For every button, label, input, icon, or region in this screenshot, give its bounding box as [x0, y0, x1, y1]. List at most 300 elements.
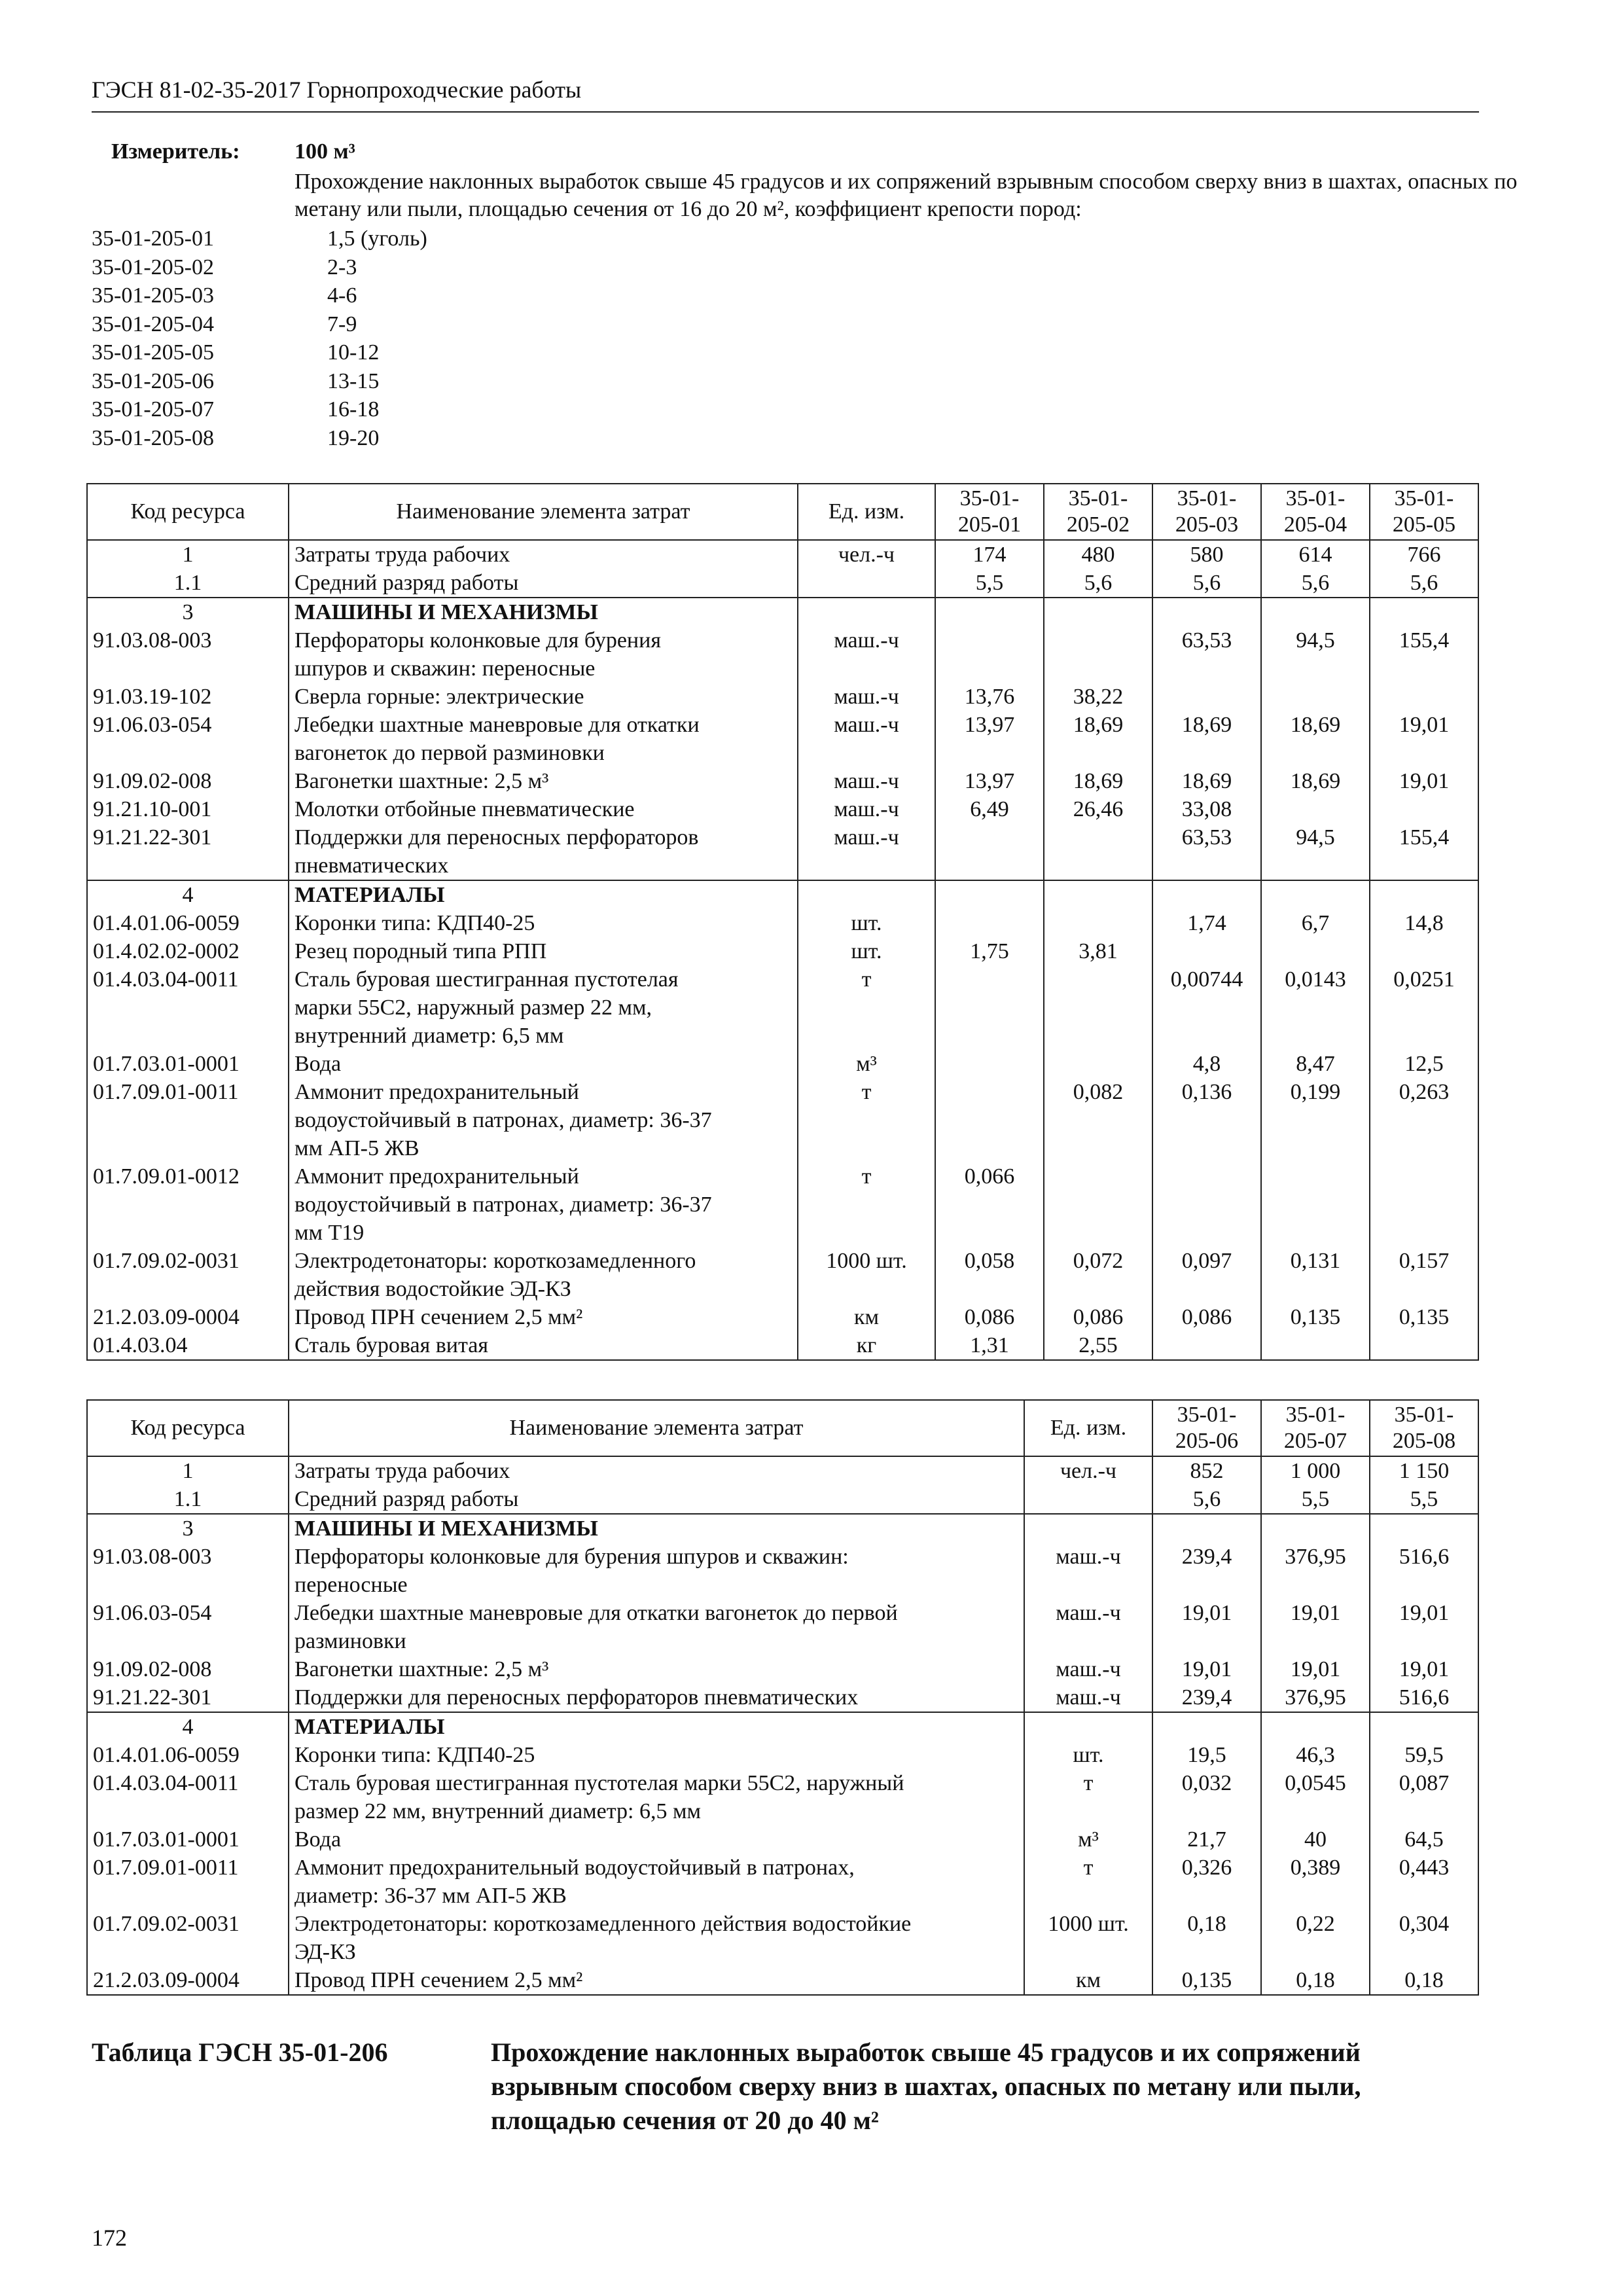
norm-value — [1261, 1514, 1370, 1543]
norm-value — [1261, 937, 1370, 965]
measure-description — [294, 168, 1525, 223]
norm-value — [1370, 1514, 1478, 1543]
measure-code-value: 4-6 — [327, 283, 357, 308]
table-row — [87, 1543, 1478, 1599]
resource-code: 91.03.08-003 — [87, 1543, 289, 1599]
norm-value: 0,0251 — [1370, 965, 1478, 1050]
cost-element-name: Перфораторы колонковые для бурения шпуров и скважин: переносные — [289, 1543, 1024, 1599]
norm-value: 19,01 — [1370, 1599, 1478, 1655]
table-row — [87, 1485, 1478, 1514]
measure-code-row — [92, 253, 427, 282]
unit-of-measure: км — [798, 1303, 935, 1331]
norm-value: 26,46 — [1044, 795, 1152, 823]
column-header: Код ресурса — [87, 1400, 289, 1456]
unit-of-measure: чел.-ч — [798, 540, 935, 569]
norm-value: 6,49 — [935, 795, 1044, 823]
cost-element-name: Аммонит предохранительный водоустойчивый в патронах, диаметр: 36-37 мм АП-5 ЖВ — [289, 1078, 798, 1162]
cost-element-name: Резец породный типа РПП — [289, 937, 798, 965]
norm-value: 5,5 — [935, 569, 1044, 598]
measure-code-value: 7-9 — [327, 312, 357, 336]
resource-code: 4 — [87, 880, 289, 909]
cost-element-name: Провод ПРН сечением 2,5 мм² — [289, 1966, 1024, 1995]
table-row — [87, 626, 1478, 683]
column-header: 35-01- 205-02 — [1044, 484, 1152, 540]
norm-value: 0,086 — [1044, 1303, 1152, 1331]
norm-value: 155,4 — [1370, 823, 1478, 880]
norm-value: 63,53 — [1152, 823, 1261, 880]
resource-code: 01.7.03.01-0001 — [87, 1825, 289, 1854]
norm-value: 5,5 — [1261, 1485, 1370, 1514]
norm-value: 5,5 — [1370, 1485, 1478, 1514]
norm-value — [1152, 1162, 1261, 1247]
norm-value: 0,135 — [1370, 1303, 1478, 1331]
norm-value: 0,058 — [935, 1247, 1044, 1303]
table-row — [87, 1078, 1478, 1162]
table-row — [87, 1162, 1478, 1247]
table-row — [87, 540, 1478, 569]
norm-value: 239,4 — [1152, 1683, 1261, 1712]
norm-value: 5,6 — [1261, 569, 1370, 598]
table-row — [87, 909, 1478, 937]
table-row — [87, 965, 1478, 1050]
measure-code: 35-01-205-01 — [92, 226, 214, 251]
resource-code: 21.2.03.09-0004 — [87, 1966, 289, 1995]
norm-value: 174 — [935, 540, 1044, 569]
resource-code: 1 — [87, 540, 289, 569]
measure-label: Измеритель: — [111, 139, 240, 164]
norm-value: 5,6 — [1152, 569, 1261, 598]
norm-value — [1370, 1712, 1478, 1741]
column-header: Наименование элемента затрат — [289, 1400, 1024, 1456]
cost-element-name: МАШИНЫ И МЕХАНИЗМЫ — [289, 598, 798, 626]
table-header-row — [87, 1400, 1478, 1456]
table-row — [87, 1050, 1478, 1078]
resource-code: 01.4.03.04 — [87, 1331, 289, 1360]
cost-element-name: Коронки типа: КДП40-25 — [289, 909, 798, 937]
unit-of-measure: кг — [798, 1331, 935, 1360]
unit-of-measure — [798, 598, 935, 626]
column-header: 35-01- 205-05 — [1370, 484, 1478, 540]
table-header-row — [87, 484, 1478, 540]
table-row — [87, 711, 1478, 767]
unit-of-measure: т — [798, 1162, 935, 1247]
measure-code-row — [92, 281, 427, 310]
table-row — [87, 823, 1478, 880]
table-row — [87, 1456, 1478, 1485]
resource-code: 1.1 — [87, 1485, 289, 1514]
resource-code: 01.7.09.02-0031 — [87, 1247, 289, 1303]
norm-value: 19,01 — [1152, 1599, 1261, 1655]
caption-label: Таблица ГЭСН 35-01-206 — [92, 2037, 388, 2067]
table-row — [87, 937, 1478, 965]
cost-element-name: Перфораторы колонковые для бурения шпуров и скважин: переносные — [289, 626, 798, 683]
norm-value: 0,18 — [1370, 1966, 1478, 1995]
measure-code-value: 2-3 — [327, 255, 357, 279]
norm-value: 0,157 — [1370, 1247, 1478, 1303]
norm-value: 5,6 — [1370, 569, 1478, 598]
resource-code: 21.2.03.09-0004 — [87, 1303, 289, 1331]
column-header: 35-01- 205-01 — [935, 484, 1044, 540]
page-number: 172 — [92, 2225, 127, 2251]
norm-value: 614 — [1261, 540, 1370, 569]
norm-value: 5,6 — [1044, 569, 1152, 598]
norm-value: 0,389 — [1261, 1854, 1370, 1910]
column-header: Ед. изм. — [1024, 1400, 1152, 1456]
table-row — [87, 1599, 1478, 1655]
norm-value: 33,08 — [1152, 795, 1261, 823]
resource-code: 91.21.22-301 — [87, 823, 289, 880]
cost-element-name: Сталь буровая шестигранная пустотелая марки 55С2, наружный размер 22 мм, внутренний диаметр: 6,5 мм — [289, 965, 798, 1050]
unit-of-measure: м³ — [1024, 1825, 1152, 1854]
measure-code-value: 1,5 (уголь) — [327, 226, 427, 251]
resource-code: 91.09.02-008 — [87, 1655, 289, 1683]
norm-value: 580 — [1152, 540, 1261, 569]
resource-code: 4 — [87, 1712, 289, 1741]
norm-value — [1152, 1712, 1261, 1741]
resource-code: 91.06.03-054 — [87, 711, 289, 767]
resource-code: 01.7.09.01-0011 — [87, 1078, 289, 1162]
norm-value: 1 150 — [1370, 1456, 1478, 1485]
measure-code-row — [92, 424, 427, 453]
norm-value — [1044, 965, 1152, 1050]
resource-code: 01.4.01.06-0059 — [87, 1741, 289, 1769]
unit-of-measure: чел.-ч — [1024, 1456, 1152, 1485]
norm-value: 18,69 — [1261, 711, 1370, 767]
unit-of-measure: шт. — [798, 909, 935, 937]
measure-code: 35-01-205-05 — [92, 340, 214, 365]
norm-value — [1370, 880, 1478, 909]
norm-value — [1152, 598, 1261, 626]
norm-value: 46,3 — [1261, 1741, 1370, 1769]
caption-title: Прохождение наклонных выработок свыше 45 градусов и их сопряжений взрывным способом сверху вниз в шахтах, опасных по метану или пыли, площадью сечения от 20 до 40 м² — [491, 2037, 1361, 2135]
column-header: Ед. изм. — [798, 484, 935, 540]
norm-value: 18,69 — [1044, 767, 1152, 795]
norm-value: 376,95 — [1261, 1683, 1370, 1712]
resource-code: 01.7.03.01-0001 — [87, 1050, 289, 1078]
norm-value — [1152, 683, 1261, 711]
column-header: Наименование элемента затрат — [289, 484, 798, 540]
norm-value — [1152, 880, 1261, 909]
table-row — [87, 1825, 1478, 1854]
measure-code: 35-01-205-08 — [92, 425, 214, 450]
column-header: 35-01- 205-03 — [1152, 484, 1261, 540]
measure-code-list — [92, 224, 427, 452]
norm-value: 0,087 — [1370, 1769, 1478, 1825]
cost-element-name: Вагонетки шахтные: 2,5 м³ — [289, 1655, 1024, 1683]
cost-element-name: МАТЕРИАЛЫ — [289, 880, 798, 909]
norm-value — [935, 909, 1044, 937]
norm-value: 0,00744 — [1152, 965, 1261, 1050]
cost-element-name: Молотки отбойные пневматические — [289, 795, 798, 823]
norm-value: 18,69 — [1044, 711, 1152, 767]
norm-value: 0,131 — [1261, 1247, 1370, 1303]
norm-value: 0,22 — [1261, 1910, 1370, 1966]
norm-value: 0,199 — [1261, 1078, 1370, 1162]
norm-value: 0,18 — [1152, 1910, 1261, 1966]
table-row — [87, 1712, 1478, 1741]
table-row — [87, 1854, 1478, 1910]
measure-code: 35-01-205-03 — [92, 283, 214, 308]
column-header: 35-01- 205-04 — [1261, 484, 1370, 540]
cost-element-name: МАТЕРИАЛЫ — [289, 1712, 1024, 1741]
norm-value — [1044, 1050, 1152, 1078]
norm-value: 1,74 — [1152, 909, 1261, 937]
cost-element-name: Поддержки для переносных перфораторов пневматических — [289, 823, 798, 880]
measure-code: 35-01-205-06 — [92, 368, 214, 393]
norm-value: 0,086 — [1152, 1303, 1261, 1331]
resource-code: 01.4.03.04-0011 — [87, 1769, 289, 1825]
measure-code: 35-01-205-04 — [92, 312, 214, 336]
norm-value: 0,032 — [1152, 1769, 1261, 1825]
norm-value: 21,7 — [1152, 1825, 1261, 1854]
column-header: 35-01- 205-07 — [1261, 1400, 1370, 1456]
norm-value: 13,97 — [935, 711, 1044, 767]
measure-code-value: 19-20 — [327, 425, 380, 450]
norm-value: 516,6 — [1370, 1543, 1478, 1599]
unit-of-measure: км — [1024, 1966, 1152, 1995]
norm-value: 5,6 — [1152, 1485, 1261, 1514]
unit-of-measure — [798, 569, 935, 598]
norm-value — [1370, 1331, 1478, 1360]
norm-value: 0,304 — [1370, 1910, 1478, 1966]
resource-code: 91.03.19-102 — [87, 683, 289, 711]
unit-of-measure: м³ — [798, 1050, 935, 1078]
measure-code-row — [92, 338, 427, 367]
norm-value: 0,135 — [1261, 1303, 1370, 1331]
column-header: Код ресурса — [87, 484, 289, 540]
norm-value — [1261, 598, 1370, 626]
norm-value: 766 — [1370, 540, 1478, 569]
norm-value — [1152, 937, 1261, 965]
norm-value: 3,81 — [1044, 937, 1152, 965]
norm-value: 19,5 — [1152, 1741, 1261, 1769]
unit-of-measure: маш.-ч — [1024, 1655, 1152, 1683]
norm-value — [935, 1078, 1044, 1162]
cost-element-name: Вагонетки шахтные: 2,5 м³ — [289, 767, 798, 795]
norm-value: 516,6 — [1370, 1683, 1478, 1712]
norm-value: 0,326 — [1152, 1854, 1261, 1910]
norm-value: 239,4 — [1152, 1543, 1261, 1599]
norm-value — [935, 823, 1044, 880]
measure-code-value: 10-12 — [327, 340, 380, 365]
table-row — [87, 1331, 1478, 1360]
resource-table-1 — [86, 483, 1479, 1361]
norm-value: 19,01 — [1370, 1655, 1478, 1683]
cost-element-name: Аммонит предохранительный водоустойчивый в патронах, диаметр: 36-37 мм Т19 — [289, 1162, 798, 1247]
resource-table-2 — [86, 1399, 1479, 1996]
resource-code: 91.03.08-003 — [87, 626, 289, 683]
norm-value — [1261, 880, 1370, 909]
norm-value: 6,7 — [1261, 909, 1370, 937]
norm-value: 0,082 — [1044, 1078, 1152, 1162]
norm-value: 480 — [1044, 540, 1152, 569]
unit-of-measure — [1024, 1712, 1152, 1741]
table-row — [87, 1769, 1478, 1825]
table-row — [87, 683, 1478, 711]
norm-value: 13,76 — [935, 683, 1044, 711]
unit-of-measure: 1000 шт. — [798, 1247, 935, 1303]
norm-value: 19,01 — [1370, 767, 1478, 795]
column-header: 35-01- 205-06 — [1152, 1400, 1261, 1456]
table-row — [87, 1683, 1478, 1712]
norm-value: 852 — [1152, 1456, 1261, 1485]
measure-code: 35-01-205-02 — [92, 255, 214, 279]
norm-value — [1261, 1162, 1370, 1247]
unit-of-measure: маш.-ч — [798, 711, 935, 767]
resource-code: 91.21.22-301 — [87, 1683, 289, 1712]
resource-code: 01.4.03.04-0011 — [87, 965, 289, 1050]
norm-value: 0,086 — [935, 1303, 1044, 1331]
norm-value: 0,135 — [1152, 1966, 1261, 1995]
norm-value — [1370, 598, 1478, 626]
resource-code: 1.1 — [87, 569, 289, 598]
resource-code: 01.7.09.01-0012 — [87, 1162, 289, 1247]
unit-of-measure: маш.-ч — [798, 767, 935, 795]
norm-value — [1044, 823, 1152, 880]
resource-code: 01.4.01.06-0059 — [87, 909, 289, 937]
resource-code: 91.21.10-001 — [87, 795, 289, 823]
table-row — [87, 1514, 1478, 1543]
unit-of-measure: маш.-ч — [798, 795, 935, 823]
cost-element-name: Сталь буровая витая — [289, 1331, 798, 1360]
norm-value: 4,8 — [1152, 1050, 1261, 1078]
norm-value: 94,5 — [1261, 626, 1370, 683]
measure-unit: 100 м³ — [294, 139, 355, 164]
norm-value: 94,5 — [1261, 823, 1370, 880]
norm-value: 18,69 — [1261, 767, 1370, 795]
norm-value: 1,31 — [935, 1331, 1044, 1360]
norm-value: 376,95 — [1261, 1543, 1370, 1599]
cost-element-name: Аммонит предохранительный водоустойчивый в патронах, диаметр: 36-37 мм АП-5 ЖВ — [289, 1854, 1024, 1910]
unit-of-measure: 1000 шт. — [1024, 1910, 1152, 1966]
resource-code: 3 — [87, 598, 289, 626]
norm-value — [1370, 795, 1478, 823]
cost-element-name: Электродетонаторы: короткозамедленного действия водостойкие ЭД-КЗ — [289, 1910, 1024, 1966]
table-row — [87, 880, 1478, 909]
norm-value: 38,22 — [1044, 683, 1152, 711]
norm-value — [1044, 880, 1152, 909]
norm-value: 12,5 — [1370, 1050, 1478, 1078]
norm-value — [1370, 937, 1478, 965]
norm-value — [1044, 1162, 1152, 1247]
table-row — [87, 1655, 1478, 1683]
cost-element-name: Затраты труда рабочих — [289, 1456, 1024, 1485]
norm-value: 0,066 — [935, 1162, 1044, 1247]
norm-value: 0,263 — [1370, 1078, 1478, 1162]
unit-of-measure: маш.-ч — [1024, 1543, 1152, 1599]
norm-value: 0,0143 — [1261, 965, 1370, 1050]
cost-element-name: Коронки типа: КДП40-25 — [289, 1741, 1024, 1769]
norm-value — [1044, 626, 1152, 683]
resource-code: 01.7.09.02-0031 — [87, 1910, 289, 1966]
table-row — [87, 1741, 1478, 1769]
unit-of-measure: т — [1024, 1769, 1152, 1825]
norm-value: 0,097 — [1152, 1247, 1261, 1303]
table-row — [87, 569, 1478, 598]
measure-code-row — [92, 367, 427, 396]
norm-value — [1261, 1712, 1370, 1741]
unit-of-measure: т — [798, 965, 935, 1050]
norm-value: 0,136 — [1152, 1078, 1261, 1162]
cost-element-name: Поддержки для переносных перфораторов пневматических — [289, 1683, 1024, 1712]
cost-element-name: Лебедки шахтные маневровые для откатки вагонеток до первой разминовки — [289, 1599, 1024, 1655]
norm-value — [1044, 598, 1152, 626]
cost-element-name: Лебедки шахтные маневровые для откатки вагонеток до первой разминовки — [289, 711, 798, 767]
cost-element-name: Сталь буровая шестигранная пустотелая марки 55С2, наружный размер 22 мм, внутренний диаметр: 6,5 мм — [289, 1769, 1024, 1825]
norm-value: 59,5 — [1370, 1741, 1478, 1769]
norm-value — [935, 1050, 1044, 1078]
unit-of-measure: маш.-ч — [798, 823, 935, 880]
norm-value: 19,01 — [1152, 1655, 1261, 1683]
norm-value: 0,18 — [1261, 1966, 1370, 1995]
unit-of-measure — [1024, 1485, 1152, 1514]
norm-value: 40 — [1261, 1825, 1370, 1854]
unit-of-measure: маш.-ч — [798, 626, 935, 683]
norm-value: 1 000 — [1261, 1456, 1370, 1485]
cost-element-name: МАШИНЫ И МЕХАНИЗМЫ — [289, 1514, 1024, 1543]
resource-code: 91.09.02-008 — [87, 767, 289, 795]
unit-of-measure: т — [798, 1078, 935, 1162]
table-row — [87, 767, 1478, 795]
table-row — [87, 1247, 1478, 1303]
norm-value: 0,443 — [1370, 1854, 1478, 1910]
norm-value: 8,47 — [1261, 1050, 1370, 1078]
norm-value — [935, 626, 1044, 683]
unit-of-measure: маш.-ч — [1024, 1599, 1152, 1655]
norm-value — [1261, 683, 1370, 711]
norm-value — [935, 598, 1044, 626]
unit-of-measure: шт. — [1024, 1741, 1152, 1769]
measure-description-text: Прохождение наклонных выработок свыше 45 градусов и их сопряжений взрывным способом сверху вниз в шахтах, опасных по метану или пыли, площадью сечения от 16 до 20 м², коэффициент крепости пород: — [294, 170, 1518, 221]
cost-element-name: Затраты труда рабочих — [289, 540, 798, 569]
norm-value — [1370, 1162, 1478, 1247]
table-row — [87, 598, 1478, 626]
norm-value: 63,53 — [1152, 626, 1261, 683]
norm-value: 14,8 — [1370, 909, 1478, 937]
norm-value: 19,01 — [1261, 1599, 1370, 1655]
norm-value: 18,69 — [1152, 767, 1261, 795]
measure-code-row — [92, 224, 427, 253]
measure-code-value: 16-18 — [327, 397, 380, 422]
resource-code: 01.4.02.02-0002 — [87, 937, 289, 965]
cost-element-name: Вода — [289, 1825, 1024, 1854]
norm-value: 18,69 — [1152, 711, 1261, 767]
norm-value — [1370, 683, 1478, 711]
resource-code: 91.06.03-054 — [87, 1599, 289, 1655]
cost-element-name: Средний разряд работы — [289, 1485, 1024, 1514]
norm-value: 1,75 — [935, 937, 1044, 965]
norm-value: 13,97 — [935, 767, 1044, 795]
norm-value — [935, 880, 1044, 909]
unit-of-measure — [798, 880, 935, 909]
resource-code: 1 — [87, 1456, 289, 1485]
table-row — [87, 1966, 1478, 1995]
norm-value: 0,0545 — [1261, 1769, 1370, 1825]
norm-value: 155,4 — [1370, 626, 1478, 683]
unit-of-measure: маш.-ч — [798, 683, 935, 711]
column-header: 35-01- 205-08 — [1370, 1400, 1478, 1456]
cost-element-name: Электродетонаторы: короткозамедленного действия водостойкие ЭД-КЗ — [289, 1247, 798, 1303]
measure-code-value: 13-15 — [327, 368, 380, 393]
norm-value: 19,01 — [1370, 711, 1478, 767]
measure-code: 35-01-205-07 — [92, 397, 214, 422]
unit-of-measure: шт. — [798, 937, 935, 965]
norm-value — [1152, 1514, 1261, 1543]
unit-of-measure — [1024, 1514, 1152, 1543]
running-header: ГЭСН 81-02-35-2017 Горнопроходческие работы — [92, 73, 1479, 113]
table-row — [87, 795, 1478, 823]
norm-value — [1261, 795, 1370, 823]
